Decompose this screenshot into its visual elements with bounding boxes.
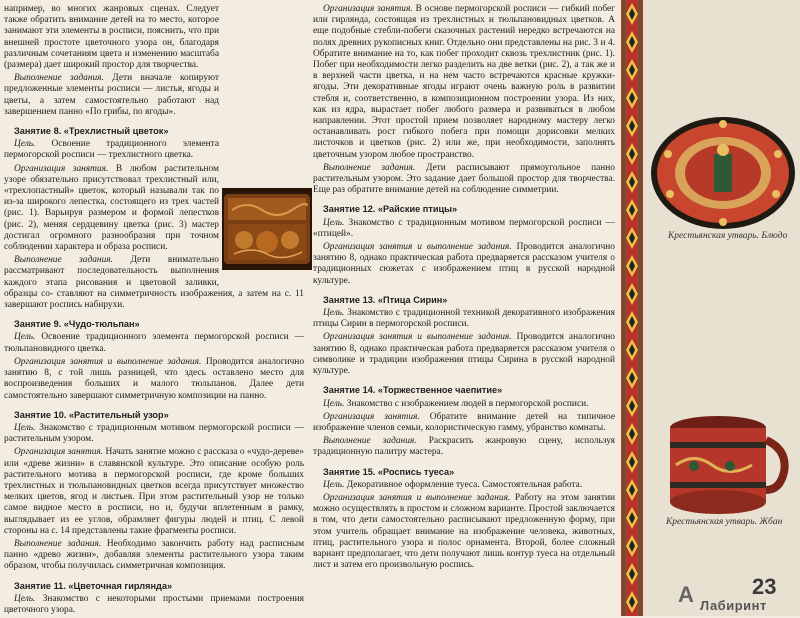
paragraph-lead: Организация занятия и выполнение задания. bbox=[323, 492, 511, 503]
paragraph bbox=[313, 4, 615, 161]
paragraph-body: Знакомство с традиционным мотивом пермогорской росписи — растительным узором. bbox=[4, 422, 304, 445]
paragraph bbox=[4, 447, 304, 537]
paragraph-body: Раскрасить жанровую сцену, используя традиционную палитру мастера. bbox=[313, 436, 615, 458]
paragraph-body: Освоение традиционного элемента пермогорской росписи — трехлистного цветка. bbox=[4, 139, 219, 161]
lesson-heading-12: Занятие 12. «Райские птицы» bbox=[323, 204, 458, 215]
paragraph-body: В основе пермогорской росписи — гибкий побег или гирлянда, состоящая из трехлистных и тюльпановидных цветков. А еще подобные стебли-побеги сказочных растений нередко встречаются на полях древних рукописных книг. Отдельно они представлены на рис. 3 и 4. Обратите внимание на то, как побег проходит сквозь трехлистник (рис. 1). Побег при необходимости легко разделить на две ветки (рис. 2), а так же и в верхней части цветка, и на нем часто встречаются красные кружки-ягоды. Эти декоративные ягоды играют очень важную роль в развитии стебля и, соответственно, в композиционном построении узора. Из них, как из ядра, вырастает побег любого размера и развиваться в любом направлении. Этот простой прием позволяет народному мастеру легко останавливать рост гибкого побега при помощи дорисовки мелких листочков и цветков (рис. 2) или же, при необходимости, заполнять цветочным узором любое пространство. bbox=[313, 4, 615, 160]
lesson-heading-13: Занятие 13. «Птица Сирин» bbox=[323, 294, 448, 305]
watermark-text: Лабиринт bbox=[700, 598, 767, 613]
paragraph-lead: Организация занятия. bbox=[14, 163, 109, 174]
plate-caption: Крестьянская утварь. Блюдо bbox=[668, 231, 788, 241]
paragraph-body: Дети вначале копируют предложенные элементы росписи — листья, ягоды и цветы, а затем самостоятельно работают над завершением панно «По грибы, по ягоды». bbox=[4, 73, 220, 117]
watermark-logo bbox=[678, 582, 767, 613]
lesson-heading-11: Занятие 11. «Цветочная гирлянда» bbox=[14, 580, 173, 591]
paragraph-lead: Цель. bbox=[14, 139, 36, 150]
paragraph bbox=[4, 539, 304, 573]
paragraph bbox=[4, 594, 304, 616]
lesson-heading-8: Занятие 8. «Трехлистный цветок» bbox=[14, 126, 169, 137]
painted-chest-photo bbox=[222, 188, 312, 270]
painted-chest-image bbox=[222, 188, 312, 270]
paragraph-body: Освоение традиционного элемента пермогорской росписи — тюльпановидного цветка. bbox=[4, 332, 304, 354]
paragraph-lead: Организация занятия и выполнение задания. bbox=[323, 332, 512, 343]
paragraph-lead: Организация занятия и выполнение задания. bbox=[14, 356, 202, 367]
paragraph bbox=[4, 332, 304, 354]
paragraph bbox=[313, 218, 615, 240]
paragraph-body: Работу на этом занятии можно осуществлять в простом и сложном варианте. Простой заключается в том, что дети самостоятельно расписывают предложенную форму, при этом учитель обращает внимание на изображение человека, животных, птиц, растительного узора и полос орнамента. Второй, более сложный вариант предполагает, что дети получают лишь контур туеса на отдельный лист и затем его произвольную роспись. bbox=[313, 492, 615, 571]
paragraph bbox=[313, 163, 615, 197]
paragraph-lead: Организация занятия. bbox=[323, 411, 420, 422]
paragraph-lead: Цель. bbox=[323, 398, 345, 409]
paragraph-body: Знакомство с традиционным мотивом пермогорской росписи — «птицей». bbox=[313, 217, 615, 239]
lesson-heading-15: Занятие 15. «Роспись туеса» bbox=[323, 466, 455, 477]
jug-caption: Крестьянская утварь. Жбан bbox=[666, 517, 783, 527]
paragraph-lead: Цель. bbox=[323, 308, 345, 319]
paragraph-lead: Выполнение задания. bbox=[323, 162, 416, 173]
paragraph-body: Дети внимательно рассматривают последовательность выполнения каждого этапа рисования и цветовой заливки, образцы со- ставляют на симметричность изображения, а затем на с. 11 завершают роспись набирухи. bbox=[4, 255, 304, 311]
paragraph-body: В любом растительном узоре обязательно присутствовал трехлистный или, «трехлопастный» цветок, который называли так по из-за широкого лепестка, состоящего из трех частей (рис. 1). Варьируя размером и формой лепестков (рис. 2), меняя сердцевину цветка (рис. 3) мастер достигал огромного разнообразия при точном соблюдении характера и образа росписи. bbox=[4, 163, 219, 253]
text-column-left bbox=[4, 4, 304, 618]
paragraph bbox=[313, 242, 615, 287]
paragraph-body: Необходимо закончить работу над расписным панно «древо жизни», добавляя элементы растительного узора таким образом, чтобы получилась симметричная композиция. bbox=[4, 538, 304, 572]
paragraph-body: Обратите внимание детей на типичное изображение членов семьи, колористическую гамму, убранство комнаты. bbox=[313, 411, 616, 433]
paragraph-lead: Выполнение задания. bbox=[14, 255, 113, 266]
paragraph bbox=[4, 73, 304, 118]
paragraph-lead: Цель. bbox=[14, 593, 36, 604]
paragraph-body: Декоративное оформление туеса. Самостоятельная работа. bbox=[344, 479, 583, 490]
paragraph bbox=[313, 412, 615, 434]
paragraph bbox=[4, 139, 304, 161]
lesson-heading-14: Занятие 14. «Торжественное чаепитие» bbox=[323, 385, 503, 396]
paragraph-lead: Цель. bbox=[323, 479, 345, 490]
painted-jug-photo bbox=[660, 410, 792, 516]
paragraph-lead: Цель. bbox=[14, 422, 36, 433]
watermark-logo-glyph: A bbox=[678, 582, 695, 607]
paragraph bbox=[313, 399, 615, 410]
paragraph-body: Знакомство с изображением людей в пермогорской росписи. bbox=[344, 398, 589, 409]
paragraph bbox=[313, 436, 615, 458]
paragraph-lead: Цель. bbox=[14, 332, 36, 343]
lesson-heading-10: Занятие 10. «Растительный узор» bbox=[14, 409, 169, 420]
paragraph-body: Проводится аналогично занятию 8, однако практическая работа предваряется рассказом учителя о традиционных сюжетах с изображением птиц в русской народной культуре. bbox=[313, 242, 615, 286]
text-column-right bbox=[313, 4, 615, 573]
paragraph-lead: Организация занятия. bbox=[323, 4, 413, 14]
paragraph: например, во многих жанровых сценах. Следует также обратить внимание детей на то место, которое занимают эти элементы в росписи, пояснить, что при внешней простоте цветочного узора он, благодаря различным сочетаниям цвета и изменению масштаба (размера) дает широкий простор для творчества. bbox=[4, 4, 219, 71]
paragraph-body: Дети расписывают прямоугольное панно растительным узором. Это задание дает большой простор для творчества. Еще раз обратите внимание детей на соблюдение симметрии. bbox=[313, 162, 615, 196]
paragraph bbox=[4, 423, 304, 445]
lesson-heading-9: Занятие 9. «Чудо-тюльпан» bbox=[14, 319, 140, 330]
paragraph-lead: Выполнение задания. bbox=[14, 538, 102, 549]
paragraph-lead: Выполнение задания. bbox=[323, 436, 417, 447]
paragraph-body: Проводится аналогично занятию 8, с той лишь разницей, что здесь оставлено место для воспроизведения больших и малого тюльпанов. Далее дети самостоятельно завершают симметричную композиции на панно. bbox=[4, 356, 305, 401]
paragraph-body: Начать занятие можно с рассказа о «чудо-дереве» или «древе жизни» в славянской культуре. Это описание особую роль растительного мотива в пермогорской росписи, где кроме больших трехлистных и тюльпановидных цветков всегда присутствует множество мелких цветов, ягод и листьев. При этом растительный узор не только самое видное место в росписи, но и, будучи вплетенным в рамку, выглядывает из ее углов, обрамляет фигуры людей и птиц. С левой стороны на с. 14 представлены такие фрагменты росписи. bbox=[4, 447, 304, 536]
paragraph-lead: Организация занятия. bbox=[14, 447, 104, 458]
paragraph-body: Проводится аналогично занятию 8, однако практическая работа предваряется рассказом учителя о символике и традиции изображения птицы Сирина в русской народной культуре. bbox=[313, 332, 615, 377]
paragraph-body: Знакомство с некоторыми простыми приемами построения цветочного узора. bbox=[4, 593, 304, 615]
painted-plate-photo bbox=[648, 114, 798, 232]
paragraph bbox=[313, 493, 615, 571]
paragraph-lead: Организация занятия и выполнение задания. bbox=[323, 242, 512, 253]
ornamental-border bbox=[621, 0, 643, 616]
paragraph-lead: Цель. bbox=[323, 217, 345, 228]
paragraph bbox=[313, 332, 615, 377]
paragraph-lead: Выполнение задания. bbox=[14, 73, 104, 84]
paragraph bbox=[4, 357, 304, 402]
paragraph bbox=[313, 308, 615, 330]
paragraph bbox=[313, 480, 615, 491]
paragraph-body: Знакомство с традиционной техникой декоративного изображения птицы Сирин в пермогорской росписи. bbox=[313, 308, 615, 330]
page-number: 23 bbox=[752, 574, 777, 599]
